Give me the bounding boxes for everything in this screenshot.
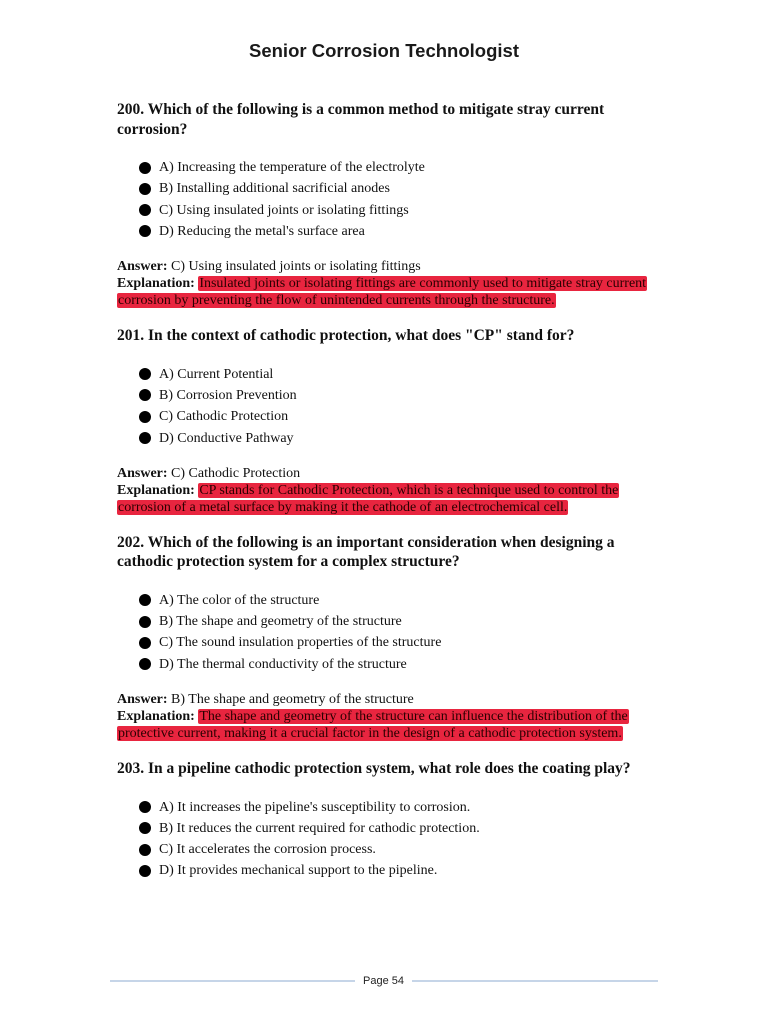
option-label: B) Corrosion Prevention: [159, 387, 297, 403]
answer-line: [117, 465, 647, 482]
page-number: Page 54: [363, 975, 404, 987]
option-label: B) It reduces the current required for cathodic protection.: [159, 820, 480, 836]
option-a: [117, 797, 647, 818]
option-label: B) Installing additional sacrificial anodes: [159, 181, 390, 197]
question-text: 200. Which of the following is a common method to mitigate stray current corrosion?: [117, 101, 605, 138]
option-label: C) Cathodic Protection: [159, 409, 289, 425]
page-footer: [110, 972, 658, 990]
option-c: [117, 406, 647, 427]
option-list: [117, 157, 647, 242]
option-b: [117, 178, 647, 199]
bullet-icon: [139, 616, 151, 628]
explanation-highlight: CP stands for Cathodic Protection, which is a technique used to control the corrosion of a metal surface by making it the cathode of an electrochemical cell.: [118, 482, 619, 515]
answer-line: [117, 258, 647, 275]
bullet-icon: [139, 844, 151, 856]
option-list: [117, 364, 647, 449]
option-c: [117, 200, 647, 221]
answer-text: B) The shape and geometry of the structure: [171, 692, 414, 708]
answer-label: Answer:: [117, 259, 168, 275]
bullet-icon: [139, 225, 151, 237]
option-a: [117, 157, 647, 178]
question-text: 203. In a pipeline cathodic protection system, what role does the coating play?: [117, 760, 631, 778]
question-text: 201. In the context of cathodic protection, what does "CP" stand for?: [117, 327, 575, 345]
bullet-icon: [139, 658, 151, 670]
option-label: C) It accelerates the corrosion process.: [159, 842, 376, 858]
answer-text: C) Using insulated joints or isolating fittings: [171, 259, 421, 275]
option-a: [117, 590, 647, 611]
option-b: [117, 385, 647, 406]
footer-rule-right: [412, 980, 658, 982]
option-label: D) It provides mechanical support to the pipeline.: [159, 863, 438, 879]
option-d: [117, 221, 647, 242]
bullet-icon: [139, 368, 151, 380]
explanation-label: Explanation:: [117, 709, 195, 725]
answer-label: Answer:: [117, 465, 168, 481]
option-list: [117, 797, 647, 882]
option-label: A) Increasing the temperature of the electrolyte: [159, 160, 425, 175]
answer-text: C) Cathodic Protection: [171, 465, 301, 481]
answer-line: [117, 691, 647, 708]
bullet-icon: [139, 637, 151, 649]
option-d: [117, 654, 647, 675]
bullet-icon: [139, 432, 151, 444]
explanation-line: [117, 482, 647, 516]
option-label: D) Conductive Pathway: [159, 430, 294, 446]
option-list: [117, 590, 647, 675]
option-c: [117, 632, 647, 653]
option-label: D) Reducing the metal's surface area: [159, 223, 365, 239]
explanation-label: Explanation:: [117, 482, 195, 498]
explanation-line: [117, 708, 647, 742]
bullet-icon: [139, 594, 151, 606]
option-d: [117, 428, 647, 449]
question-203: [117, 759, 647, 882]
option-a: [117, 364, 647, 385]
page-title: Senior Corrosion Technologist: [249, 40, 519, 61]
option-label: D) The thermal conductivity of the structure: [159, 656, 407, 672]
bullet-icon: [139, 389, 151, 401]
answer-label: Answer:: [117, 692, 168, 708]
bullet-icon: [139, 801, 151, 813]
bullet-icon: [139, 204, 151, 216]
question-text: 202. Which of the following is an important consideration when designing a cathodic protection system for a complex structure?: [117, 533, 615, 571]
explanation-line: [117, 275, 647, 309]
option-label: B) The shape and geometry of the structure: [159, 614, 402, 630]
footer-rule-left: [110, 980, 355, 982]
explanation-label: Explanation:: [117, 276, 195, 292]
explanation-highlight: The shape and geometry of the structure can influence the distribution of the protective current, making it a crucial factor in the design of a cathodic protection system.: [118, 709, 628, 742]
option-d: [117, 860, 647, 881]
bullet-icon: [139, 411, 151, 423]
explanation-highlight: Insulated joints or isolating fittings are commonly used to mitigate stray current corrosion by preventing the flow of unintended currents through the structure.: [118, 276, 647, 309]
bullet-icon: [139, 183, 151, 195]
option-label: C) Using insulated joints or isolating fittings: [159, 202, 409, 218]
bullet-icon: [139, 162, 151, 174]
option-label: C) The sound insulation properties of the structure: [159, 635, 442, 651]
option-c: [117, 839, 647, 860]
option-b: [117, 611, 647, 632]
question-200: [117, 100, 647, 309]
bullet-icon: [139, 865, 151, 877]
option-label: A) It increases the pipeline's susceptibility to corrosion.: [159, 799, 471, 815]
question-list: [117, 100, 647, 899]
question-201: [117, 326, 647, 516]
option-label: A) The color of the structure: [159, 592, 320, 608]
option-b: [117, 818, 647, 839]
option-label: A) Current Potential: [159, 366, 274, 382]
bullet-icon: [139, 822, 151, 834]
question-202: [117, 533, 647, 742]
